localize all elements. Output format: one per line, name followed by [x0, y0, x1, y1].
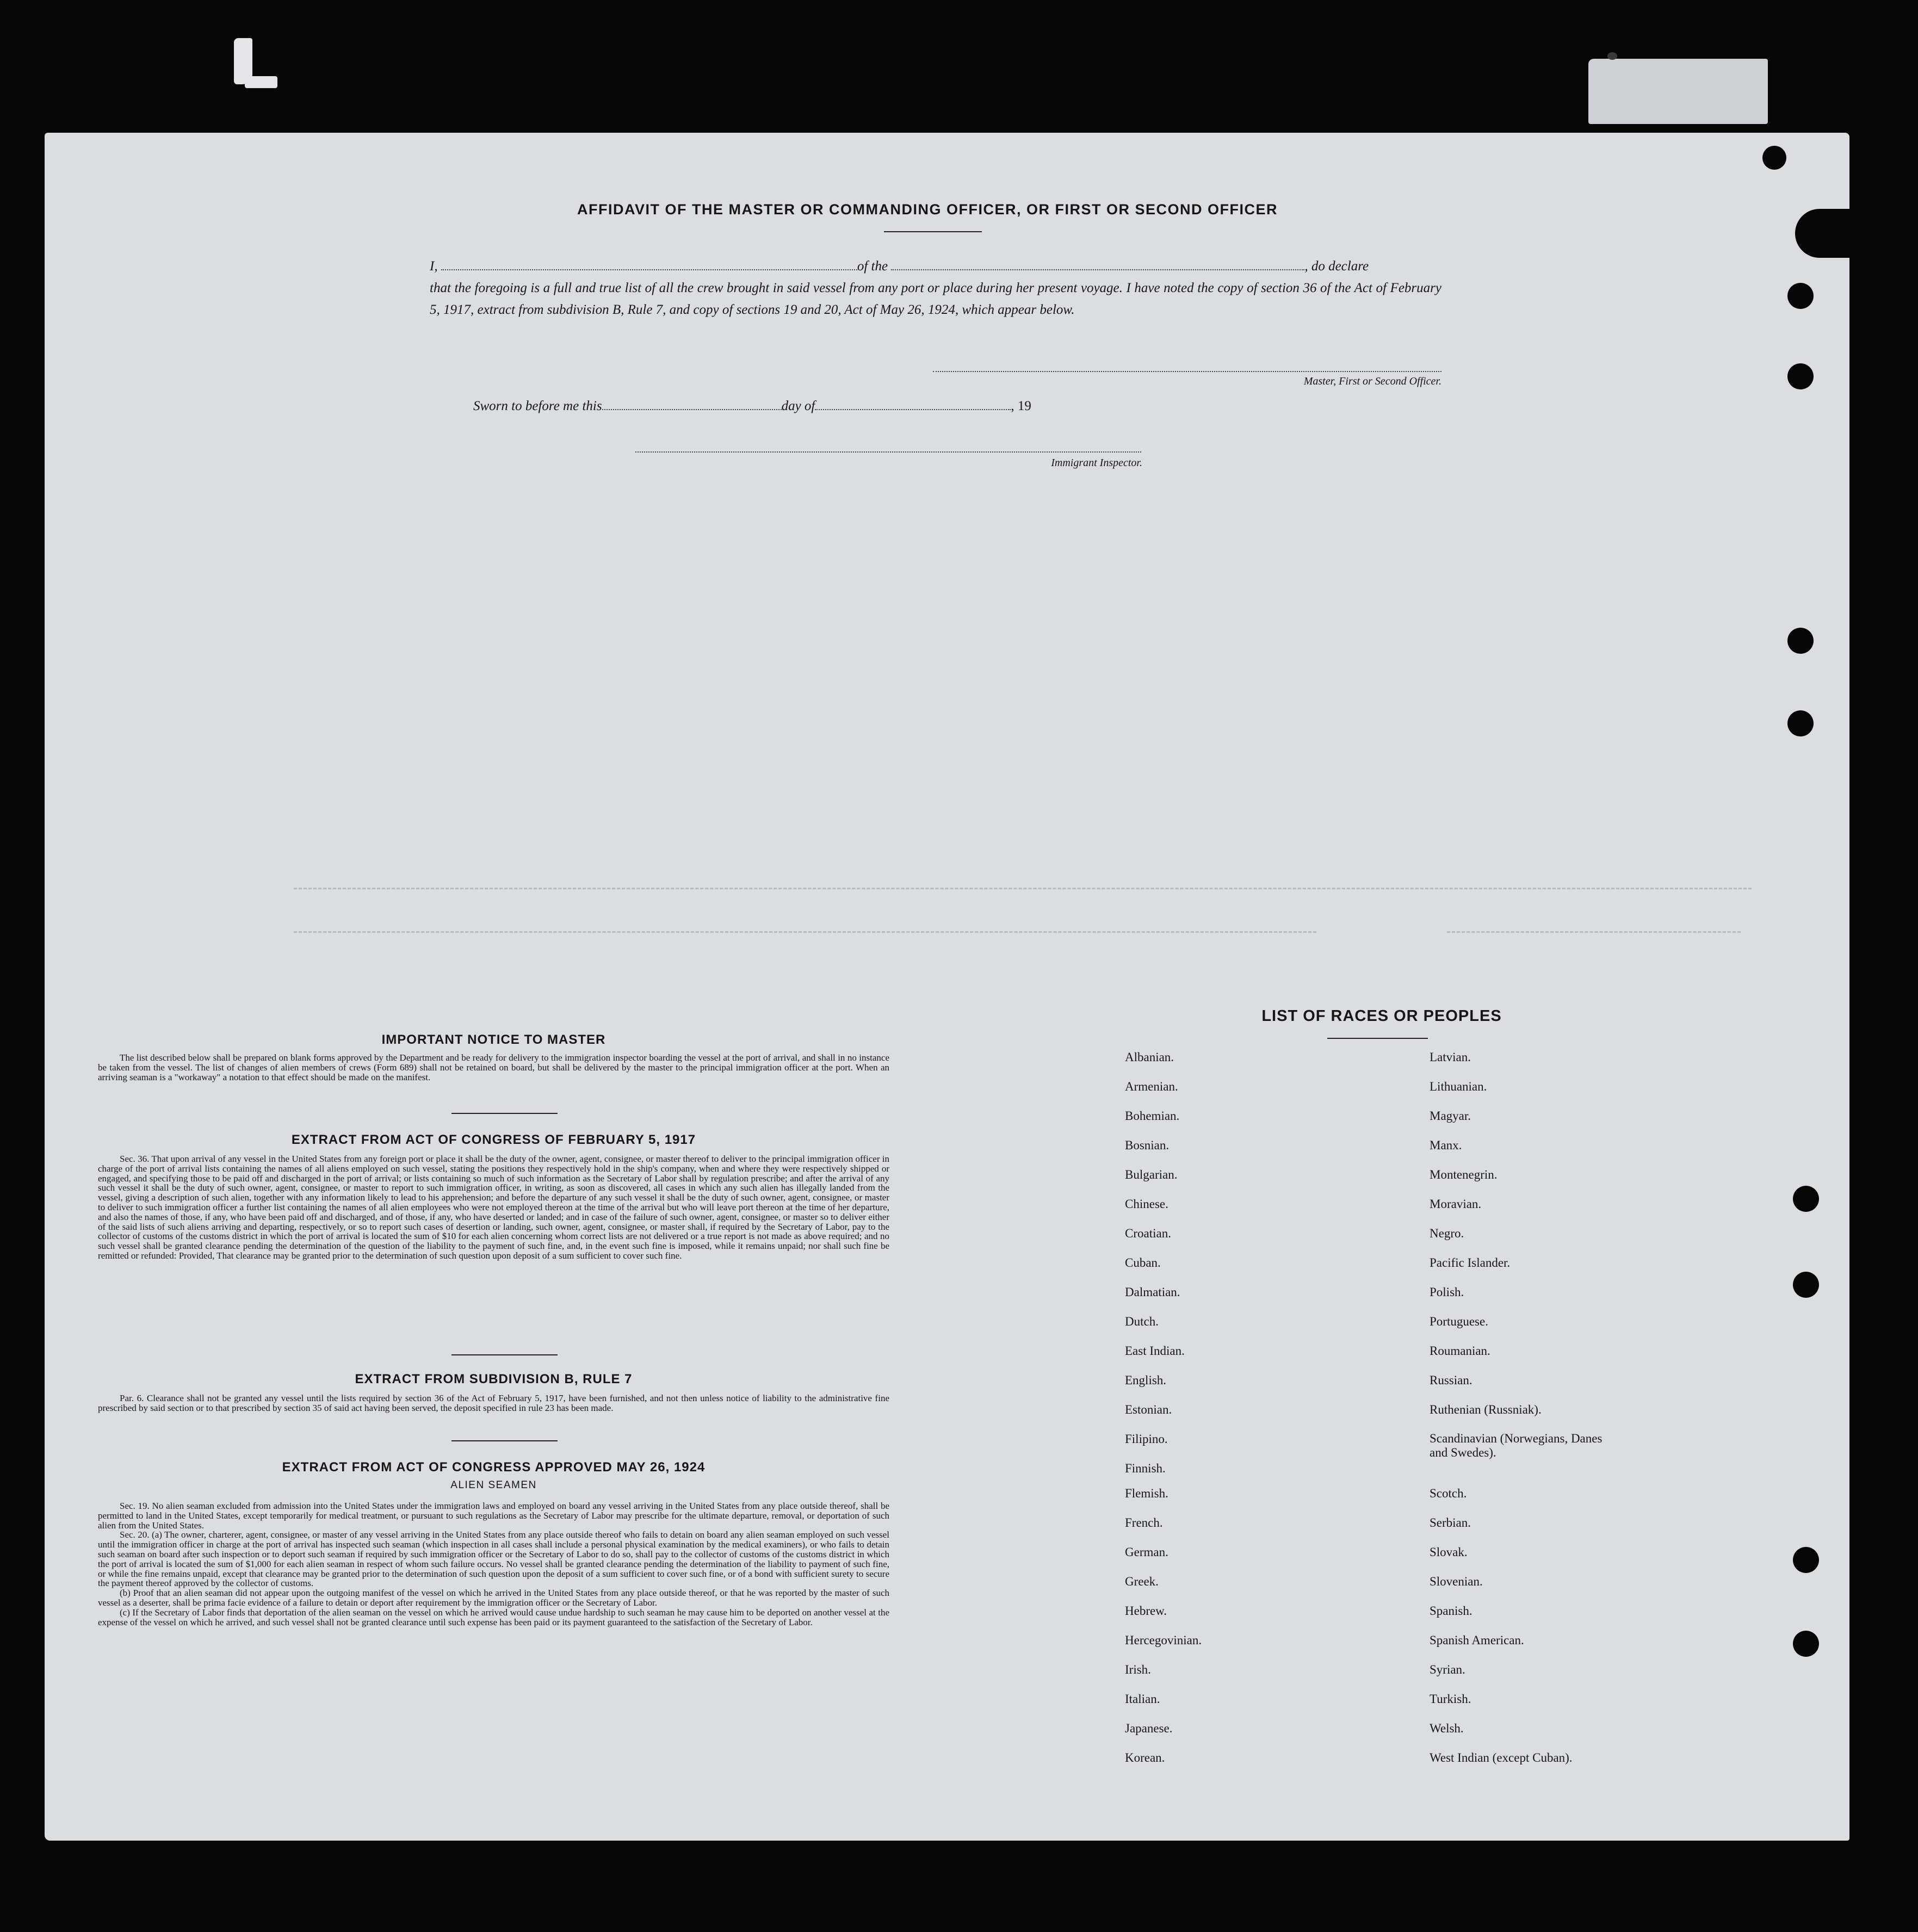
punch-hole	[1793, 1547, 1819, 1573]
punch-hole	[1793, 1272, 1819, 1298]
race-item: Bohemian.	[1125, 1109, 1180, 1123]
inspector-caption: Immigrant Inspector.	[1051, 457, 1142, 469]
sworn-line	[473, 399, 1031, 414]
race-item: Flemish.	[1125, 1487, 1168, 1500]
sec-19-paragraph: Sec. 19. No alien seaman excluded from admission into the United States under the immigration laws and employed on board any vessel arriving in the United States from any place outside thereof, shall be permitted to land in the United States, except temporarily for medical treatment, or pursuant to such regulations as the Secretary of Labor may prescribe for the ultimate departure, removal, or deportation of such alien from the United States.	[98, 1501, 889, 1531]
i-label: I,	[430, 259, 438, 274]
races-left-column	[1125, 1050, 1202, 1780]
race-item: Pacific Islander.	[1430, 1256, 1511, 1270]
section-divider	[451, 1354, 558, 1355]
races-heading: LIST OF RACES OR PEOPLES	[1261, 1007, 1502, 1025]
race-item: Latvian.	[1430, 1050, 1471, 1064]
extract-1924-heading: EXTRACT FROM ACT OF CONGRESS APPROVED MAY 26, 1924	[282, 1460, 706, 1475]
race-item: Spanish.	[1430, 1604, 1472, 1618]
affidavit-first-line	[430, 256, 1441, 277]
race-item: Japanese.	[1125, 1722, 1173, 1735]
race-item: Portuguese.	[1430, 1315, 1488, 1328]
sec-20b-paragraph: (b) Proof that an alien seaman did not appear upon the outgoing manifest of the vessel on which he arrived in the United States from any place outside thereof, or that he was reported by the master of such vessel as a deserter, shall be prima facie evidence of a failure to detain or deport after requirement by the immigration officer or the Secretary of Labor.	[98, 1588, 889, 1608]
race-item: Hercegovinian.	[1125, 1633, 1202, 1647]
race-item: Greek.	[1125, 1575, 1159, 1588]
extract-rule7-paragraph: Par. 6. Clearance shall not be granted any vessel until the lists required by section 36 of the Act of February 5, 1917, have been furnished, and not then unless notice of liability to the administrative fine prescribed by said section or to that prescribed by section 35 of said act having been served, the deposit specified in rule 23 has been made.	[98, 1393, 889, 1413]
race-item: French.	[1125, 1516, 1163, 1530]
extract-1917-text	[98, 1154, 889, 1261]
race-item: Ruthenian (Russniak).	[1430, 1403, 1542, 1416]
race-item: Cuban.	[1125, 1256, 1161, 1270]
affidavit-text	[430, 256, 1441, 321]
punch-hole	[1787, 283, 1814, 309]
race-item: Scotch.	[1430, 1487, 1467, 1500]
dust-speck	[1607, 52, 1617, 60]
race-item: Spanish American.	[1430, 1633, 1524, 1647]
affidavit-body: that the foregoing is a full and true list of all the crew brought in said vessel from any port or place during her present voyage. I have noted the copy of section 36 of the Act of February 5, 1917, extract from subdivision B, Rule 7, and copy of sections 19 and 20, Act of May 26, 1924, which appear below.	[430, 281, 1441, 317]
extract-rule7-text	[98, 1394, 889, 1413]
race-item: Chinese.	[1125, 1197, 1168, 1211]
race-item: Manx.	[1430, 1138, 1462, 1152]
race-item: Montenegrin.	[1430, 1168, 1498, 1181]
sec-20a-paragraph: Sec. 20. (a) The owner, charterer, agent, consignee, or master of any vessel arriving in the United States from any place outside thereof who fails to detain on board any alien seaman employed on such vessel until the immigration officer in charge at the port of arrival has inspected such seaman (which inspection in all cases shall include a personal physical examination by the medical examiners), or who fails to detain such seaman on board after such inspection or to deport such seaman if required by such immigration officer or the Secretary of Labor to do so, shall pay to the collector of customs of the customs district in which the port of arrival is located the sum of $1,000 for each alien seaman in respect of whom such failure occurs. No vessel shall be granted clearance pending the determination of the liability to payment of such fine, or while the fine remains unpaid, except that clearance may be granted prior to the determination of such question upon the deposit of a sum sufficient to cover such fine, or of a bond with sufficient surety to secure the payment thereof approved by the collector of customs.	[98, 1530, 889, 1589]
do-declare-label: , do declare	[1304, 259, 1369, 274]
sworn-label: Sworn to before me this	[473, 399, 602, 413]
notice-heading: IMPORTANT NOTICE TO MASTER	[381, 1032, 606, 1047]
race-item: Croatian.	[1125, 1227, 1171, 1240]
vessel-blank	[891, 259, 1304, 270]
sec-20c-paragraph: (c) If the Secretary of Labor finds that deportation of the alien seaman on the vessel on which he arrived would cause undue hardship to such seaman he may cause him to be deported on another vessel at the expense of the vessel on which he arrived, and such vessel shall not be granted clearance until such expense has been paid or its payment guaranteed to the satisfaction of the Secretary of Labor.	[98, 1607, 889, 1627]
faint-ruled-line	[294, 931, 1316, 933]
notice-paragraph: The list described below shall be prepared on blank forms approved by the Department and be ready for delivery to the immigration inspector boarding the vessel at the port of arrival, and shall in no instance be taken from the vessel. The list of changes of alien members of crews (Form 689) shall not be retained on board, but shall be delivered by the master to the principal immigration officer at the port. When an arriving seaman is a "workaway" a notation to that effect should be made on the manifest.	[98, 1052, 889, 1082]
extract-rule7-heading: EXTRACT FROM SUBDIVISION B, RULE 7	[355, 1372, 633, 1386]
race-item: Negro.	[1430, 1227, 1464, 1240]
race-item: East Indian.	[1125, 1344, 1185, 1358]
paper-scrap-top-left-fragment	[245, 76, 277, 88]
master-caption: Master, First or Second Officer.	[1303, 375, 1441, 387]
race-item: Syrian.	[1430, 1663, 1465, 1676]
notice-text	[98, 1053, 889, 1082]
race-item: Serbian.	[1430, 1516, 1471, 1530]
race-item: Welsh.	[1430, 1722, 1464, 1735]
section-divider	[451, 1113, 558, 1114]
race-item: English.	[1125, 1373, 1167, 1387]
race-item: German.	[1125, 1545, 1168, 1559]
extract-1917-heading: EXTRACT FROM ACT OF CONGRESS OF FEBRUARY 5, 1917	[291, 1132, 696, 1147]
sworn-day-blank	[602, 399, 782, 410]
section-divider	[451, 1440, 558, 1441]
race-item: Filipino.	[1125, 1432, 1168, 1446]
paper-scrap-top-right	[1588, 59, 1768, 124]
race-item: Roumanian.	[1430, 1344, 1490, 1358]
punch-hole	[1793, 1631, 1819, 1657]
race-item: Korean.	[1125, 1751, 1165, 1764]
race-item: Russian.	[1430, 1373, 1472, 1387]
race-item: Turkish.	[1430, 1692, 1471, 1706]
alien-seamen-subheading: ALIEN SEAMEN	[450, 1479, 537, 1491]
race-item: Bulgarian.	[1125, 1168, 1178, 1181]
race-item: Moravian.	[1430, 1197, 1482, 1211]
binding-notch	[1795, 209, 1860, 258]
affidavit-title: AFFIDAVIT OF THE MASTER OR COMMANDING OFFICER, OR FIRST OR SECOND OFFICER	[577, 201, 1278, 218]
title-underline	[884, 231, 982, 232]
race-item: Bosnian.	[1125, 1138, 1170, 1152]
day-of-label: day of	[781, 399, 815, 413]
master-signature-line	[933, 371, 1441, 372]
race-item: Albanian.	[1125, 1050, 1174, 1064]
race-item: Dutch.	[1125, 1315, 1159, 1328]
extract-1924-text	[98, 1501, 889, 1627]
race-item: Estonian.	[1125, 1403, 1172, 1416]
race-item: Armenian.	[1125, 1080, 1178, 1093]
race-item: Irish.	[1125, 1663, 1151, 1676]
race-item: Scandinavian (Norwegians, Danes and Swedes).	[1430, 1432, 1603, 1459]
punch-hole	[1787, 363, 1814, 389]
race-item: Dalmatian.	[1125, 1285, 1180, 1299]
race-item: Finnish.	[1125, 1462, 1166, 1475]
race-item: Magyar.	[1430, 1109, 1471, 1123]
punch-hole	[1793, 1186, 1819, 1212]
name-blank	[441, 259, 857, 270]
inspector-signature-line	[635, 451, 1141, 453]
extract-1917-paragraph: Sec. 36. That upon arrival of any vessel in the United States from any foreign port or place it shall be the duty of the owner, agent, consignee, or master thereof to deliver to the principal immigration officer in charge of the port of arrival lists containing the names of all aliens employed on such vessel, stating the positions they respectively hold in the ship's company, when and where they were respectively shipped or engaged, and specifying those to be paid off and discharged in the port of arrival; or lists containing so much of such information as the Secretary of Labor shall by regulation prescribe; and after the arrival of any such vessel it shall be the duty of such owner, agent, consignee, or master to report to such immigration officer, in writing, as soon as discovered, all cases in which any such alien has illegally landed from the vessel, giving a description of such alien, together with any information likely to lead to his apprehension; and before the departure of any such vessel it shall be the duty of such owner, agent, consignee, or master to deliver to such immigration officer a further list containing the names of all alien employees who were not employed thereon at the time of the arrival but who will leave port thereon at the time of her departure, and also the names of those, if any, who have been paid off and discharged, and of those, if any, who have deserted or landed; and in case of the failure of such owner, agent, consignee, or master so to deliver either of the said lists of such aliens arriving and departing, respectively, or so to report such cases of desertion or landing, such owner, agent, consignee, or master shall, if required by the Secretary of Labor, pay to the collector of customs of the customs district in which the port of arrival is located the sum of $10 for each alien concerning whom correct lists are not delivered or a true report is not made as above required; and no such vessel shall be granted clearance pending the determination of the question of the liability to the payment of such fine, and, in the event such fine is imposed, while it remains unpaid; nor shall such fine be remitted or refunded: Provided, That clearance may be granted prior to the determination of such question upon deposit of a sum sufficient to cover such fine.	[98, 1154, 889, 1261]
faint-ruled-line	[1447, 931, 1741, 933]
race-item: Polish.	[1430, 1285, 1464, 1299]
year-label: , 19	[1011, 399, 1031, 413]
race-item: Lithuanian.	[1430, 1080, 1487, 1093]
race-item: Slovak.	[1430, 1545, 1468, 1559]
punch-hole	[1787, 628, 1814, 654]
faint-ruled-line	[294, 888, 1752, 889]
of-the-label: of the	[857, 259, 888, 274]
races-right-column	[1430, 1050, 1609, 1780]
race-item: Slovenian.	[1430, 1575, 1483, 1588]
punch-hole	[1787, 710, 1814, 736]
punch-hole	[1762, 146, 1786, 170]
sworn-month-blank	[815, 399, 1011, 410]
race-item: Hebrew.	[1125, 1604, 1167, 1618]
races-underline	[1327, 1038, 1428, 1039]
race-item: West Indian (except Cuban).	[1430, 1751, 1573, 1764]
race-item: Italian.	[1125, 1692, 1160, 1706]
